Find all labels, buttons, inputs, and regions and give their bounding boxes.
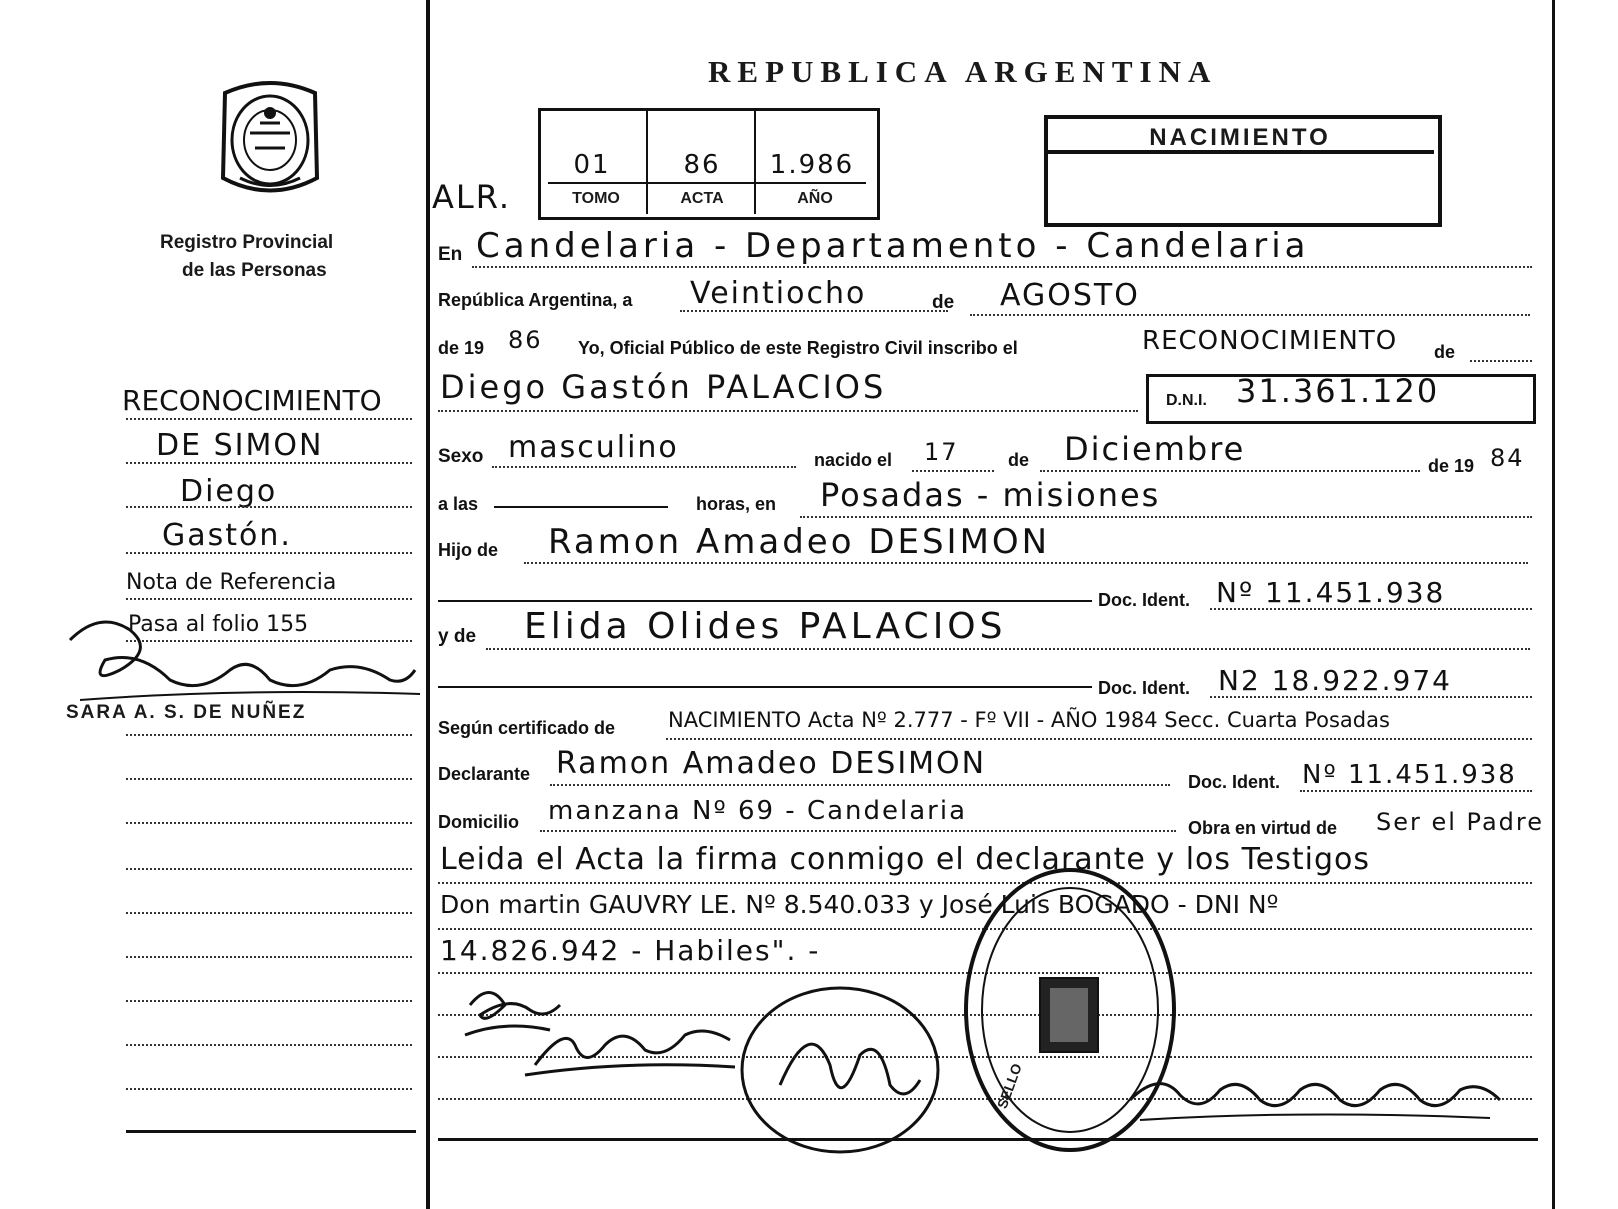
father-name: Ramon Amadeo DESIMON	[548, 522, 1051, 562]
margin-stamp: SARA A. S. DE NUÑEZ	[66, 702, 307, 723]
birth-place: Posadas - misiones	[820, 476, 1161, 514]
margin-line-3: Diego	[180, 474, 278, 509]
doc-label-mother: Doc. Ident.	[1098, 678, 1191, 698]
en-label: En	[438, 244, 463, 265]
declarante-value: Ramon Amadeo DESIMON	[556, 746, 987, 781]
margin-rule	[126, 1044, 412, 1046]
birth-day-line	[912, 470, 994, 472]
registry-name-line2: de las Personas	[182, 260, 327, 281]
de-label-2: de	[1434, 342, 1456, 362]
domicilio-line	[540, 830, 1176, 832]
declarante-line	[550, 784, 1170, 786]
value-rule	[548, 182, 866, 184]
place-value: Candelaria - Departamento - Candelaria	[476, 226, 1310, 266]
obra-label: Obra en virtud de	[1188, 818, 1338, 838]
margin-line-1: RECONOCIMIENTO	[122, 384, 382, 417]
tomo-label: TOMO	[572, 190, 620, 207]
declarante-doc: Nº 11.451.938	[1302, 760, 1517, 790]
mother-line	[486, 648, 1530, 650]
anio-label: AÑO	[797, 190, 833, 207]
child-name: Diego Gastón PALACIOS	[440, 368, 887, 406]
margin-bottom-rule	[126, 1130, 416, 1133]
margin-line-2: DE SIMON	[156, 428, 324, 463]
mother-extra-line	[438, 686, 1092, 688]
de19-label: de 19	[1428, 456, 1475, 476]
oficial-text: Yo, Oficial Público de este Registro Civil inscribo el	[578, 338, 1018, 358]
acta-label: ACTA	[680, 190, 724, 207]
domicilio-value: manzana Nº 69 - Candelaria	[548, 796, 968, 826]
margin-rule	[126, 1088, 412, 1090]
child-name-line	[438, 410, 1138, 412]
left-margin-divider	[426, 0, 430, 1209]
reference-code: ALR.	[432, 178, 511, 216]
obra-value: Ser el Padre	[1376, 808, 1544, 836]
margin-rule	[126, 418, 412, 420]
margin-rule	[126, 462, 412, 464]
margin-rule	[126, 552, 412, 554]
birth-month: Diciembre	[1064, 430, 1246, 468]
month-value: AGOSTO	[1000, 278, 1140, 313]
dni-value: 31.361.120	[1236, 372, 1440, 410]
certificate-line	[666, 738, 1532, 740]
declarante-label: Declarante	[438, 764, 531, 784]
record-type-title: NACIMIENTO	[1149, 124, 1331, 151]
country-title: REPUBLICA ARGENTINA	[708, 54, 1218, 89]
tomo-value: 01	[573, 150, 611, 180]
de-label-3: de	[1008, 450, 1030, 470]
birth-year-suffix: 84	[1490, 444, 1525, 472]
mother-name: Elida Olides PALACIOS	[524, 606, 1007, 647]
margin-rule	[126, 956, 412, 958]
de-label: de	[932, 292, 955, 313]
box-divider	[754, 110, 756, 214]
act-type-value: RECONOCIMIENTO	[1142, 326, 1398, 356]
dni-label: D.N.I.	[1166, 392, 1207, 409]
margin-rule	[126, 868, 412, 870]
day-value: Veintiocho	[690, 276, 867, 311]
margin-line-6: Pasa al folio 155	[128, 612, 309, 637]
sexo-value: masculino	[508, 430, 679, 465]
y-de-label: y de	[438, 626, 477, 647]
right-border	[1552, 0, 1555, 1209]
month-line	[970, 314, 1530, 316]
margin-rule	[126, 734, 412, 736]
margin-signature	[60, 610, 430, 710]
hour-line	[494, 506, 668, 508]
doc-label-declarante: Doc. Ident.	[1188, 772, 1281, 792]
mother-doc: N2 18.922.974	[1218, 664, 1452, 697]
margin-rule	[126, 598, 412, 600]
nacido-label: nacido el	[814, 450, 893, 470]
republica-label: República Argentina, a	[438, 290, 633, 310]
hijo-label: Hijo de	[438, 540, 499, 560]
closing-text-2: Don martin GAUVRY LE. Nº 8.540.033 y José Luis BOGADO - DNI Nº	[440, 890, 1279, 919]
father-line	[524, 562, 1528, 564]
place-line	[472, 266, 1532, 268]
certificate-value: NACIMIENTO Acta Nº 2.777 - Fº VII - AÑO 1984 Secc. Cuarta Posadas	[668, 708, 1390, 732]
horas-label: horas, en	[696, 494, 777, 514]
closing-text-3: 14.826.942 - Habiles". -	[440, 934, 821, 967]
doc-label-father: Doc. Ident.	[1098, 590, 1191, 610]
sexo-line	[492, 466, 796, 468]
act-continue-line	[1470, 360, 1532, 362]
birth-month-line	[1040, 470, 1420, 472]
provincial-seal-icon	[205, 78, 335, 203]
a-las-label: a las	[438, 494, 479, 514]
sexo-label: Sexo	[438, 446, 484, 467]
closing-text-1: Leida el Acta la firma conmigo el declarante y los Testigos	[440, 842, 1371, 877]
box-divider	[646, 110, 648, 214]
year-prefix: de 19	[438, 338, 485, 358]
anio-value: 1.986	[769, 150, 855, 180]
segun-label: Según certificado de	[438, 718, 616, 738]
father-extra-line	[438, 600, 1092, 602]
birth-day: 17	[924, 438, 959, 466]
year-suffix: 86	[508, 326, 543, 354]
official-stamp-text: SELLO	[993, 1061, 1025, 1111]
margin-rule	[126, 822, 412, 824]
declarante-doc-line	[1300, 790, 1532, 792]
margin-rule	[126, 912, 412, 914]
registry-name-line1: Registro Provincial	[160, 232, 334, 253]
domicilio-label: Domicilio	[438, 812, 520, 832]
acta-value: 86	[683, 150, 721, 180]
signature-witness-2	[515, 1005, 745, 1085]
margin-rule	[126, 778, 412, 780]
margin-rule	[126, 506, 412, 508]
margin-rule	[126, 1000, 412, 1002]
signature-official	[1100, 1040, 1530, 1150]
father-doc: Nº 11.451.938	[1216, 576, 1446, 609]
signature-declarant	[730, 975, 960, 1165]
margin-line-5: Nota de Referencia	[126, 570, 337, 595]
birth-place-line	[800, 516, 1532, 518]
margin-line-4: Gastón.	[162, 518, 292, 553]
